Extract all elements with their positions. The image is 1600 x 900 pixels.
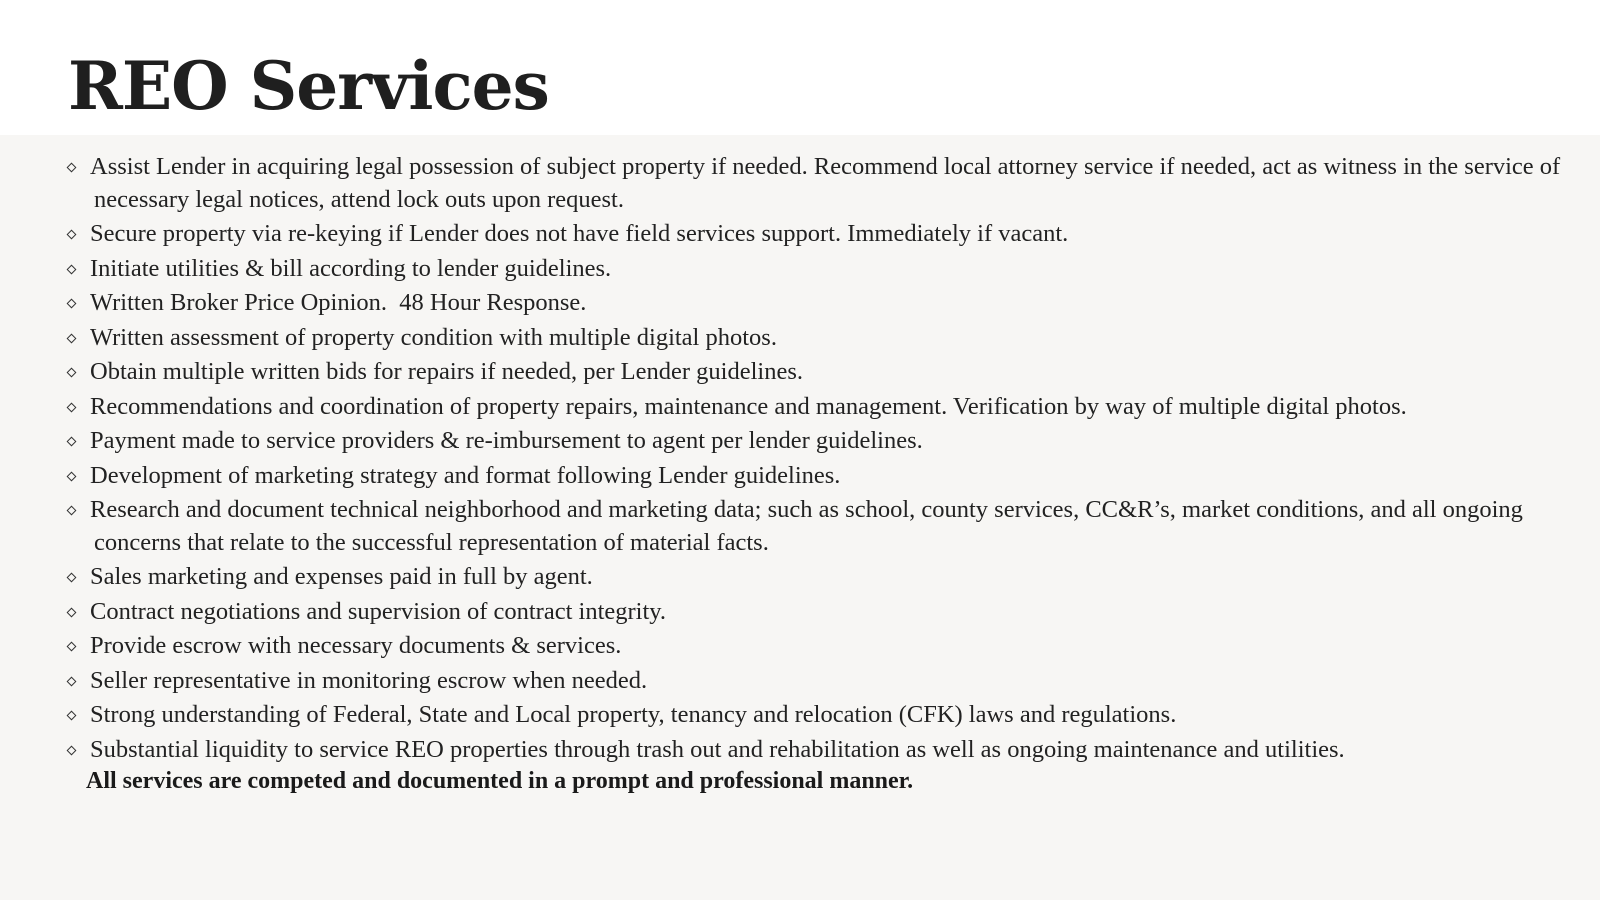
closing-statement: All services are competed and documented in a prompt and professional manner.	[86, 768, 914, 794]
list-item	[66, 460, 1566, 493]
list-item	[66, 734, 1566, 798]
diamond-bullet-icon	[67, 333, 77, 343]
list-item-text: Contract negotiations and supervision of contract integrity.	[90, 597, 667, 625]
list-item	[66, 596, 1566, 629]
diamond-bullet-icon	[67, 299, 77, 309]
header	[0, 0, 1600, 135]
list-item	[66, 425, 1566, 458]
list-item-text: Written assessment of property condition with multiple digital photos.	[90, 323, 777, 351]
diamond-bullet-icon	[67, 573, 77, 583]
list-item	[66, 218, 1566, 251]
list-item	[66, 665, 1566, 698]
diamond-bullet-icon	[67, 368, 77, 378]
list-item-text: Assist Lender in acquiring legal possession of subject property if needed. Recommend local attorney service if needed, act as witness in the service of necessary legal notices, attend lock outs upon request.	[90, 153, 1561, 213]
diamond-bullet-icon	[67, 506, 77, 516]
diamond-bullet-icon	[67, 264, 77, 274]
services-list	[66, 151, 1566, 799]
list-item	[66, 287, 1566, 320]
diamond-bullet-icon	[67, 642, 77, 652]
list-item-text: Sales marketing and expenses paid in full by agent.	[90, 563, 593, 590]
list-item	[66, 356, 1566, 389]
list-item-text: Obtain multiple written bids for repairs if needed, per Lender guidelines.	[90, 358, 804, 385]
diamond-bullet-icon	[67, 230, 77, 240]
list-item	[66, 151, 1566, 216]
list-item	[66, 391, 1566, 424]
page-title: REO Services	[68, 47, 549, 125]
diamond-bullet-icon	[67, 745, 77, 755]
list-item	[66, 699, 1566, 732]
list-item-text: Initiate utilities & bill according to lender guidelines.	[90, 254, 612, 282]
list-item-text: Secure property via re-keying if Lender does not have field services support. Immediately if vacant.	[90, 220, 1069, 247]
list-item-text: Provide escrow with necessary documents & services.	[90, 632, 622, 659]
list-item-text: Strong understanding of Federal, State and Local property, tenancy and relocation (CFK) laws and regulations.	[90, 701, 1177, 728]
diamond-bullet-icon	[67, 676, 77, 686]
diamond-bullet-icon	[67, 402, 77, 412]
list-item	[66, 253, 1566, 286]
list-item	[66, 322, 1566, 355]
list-item-text: Payment made to service providers & re-imbursement to agent per lender guidelines.	[90, 427, 923, 454]
diamond-bullet-icon	[67, 607, 77, 617]
diamond-bullet-icon	[67, 711, 77, 721]
list-item-text: Substantial liquidity to service REO properties through trash out and rehabilitation as well as ongoing maintenance and utilities.	[90, 735, 1345, 763]
diamond-bullet-icon	[67, 437, 77, 447]
list-item	[66, 494, 1566, 559]
list-item-text: Seller representative in monitoring escrow when needed.	[90, 666, 648, 694]
services-panel	[0, 135, 1600, 900]
list-item	[66, 630, 1566, 663]
list-item-text: Development of marketing strategy and format following Lender guidelines.	[90, 461, 841, 489]
list-item-text: Research and document technical neighborhood and marketing data; such as school, county services, CC&R’s, market conditions, and all ongoing concerns that relate to the successful representation of material facts.	[90, 496, 1523, 556]
list-item-text: Recommendations and coordination of property repairs, maintenance and management. Verification by way of multiple digital photos.	[90, 392, 1407, 420]
diamond-bullet-icon	[67, 163, 77, 173]
list-item-text: Written Broker Price Opinion. 48 Hour Response.	[90, 289, 587, 316]
diamond-bullet-icon	[67, 471, 77, 481]
list-item	[66, 561, 1566, 594]
